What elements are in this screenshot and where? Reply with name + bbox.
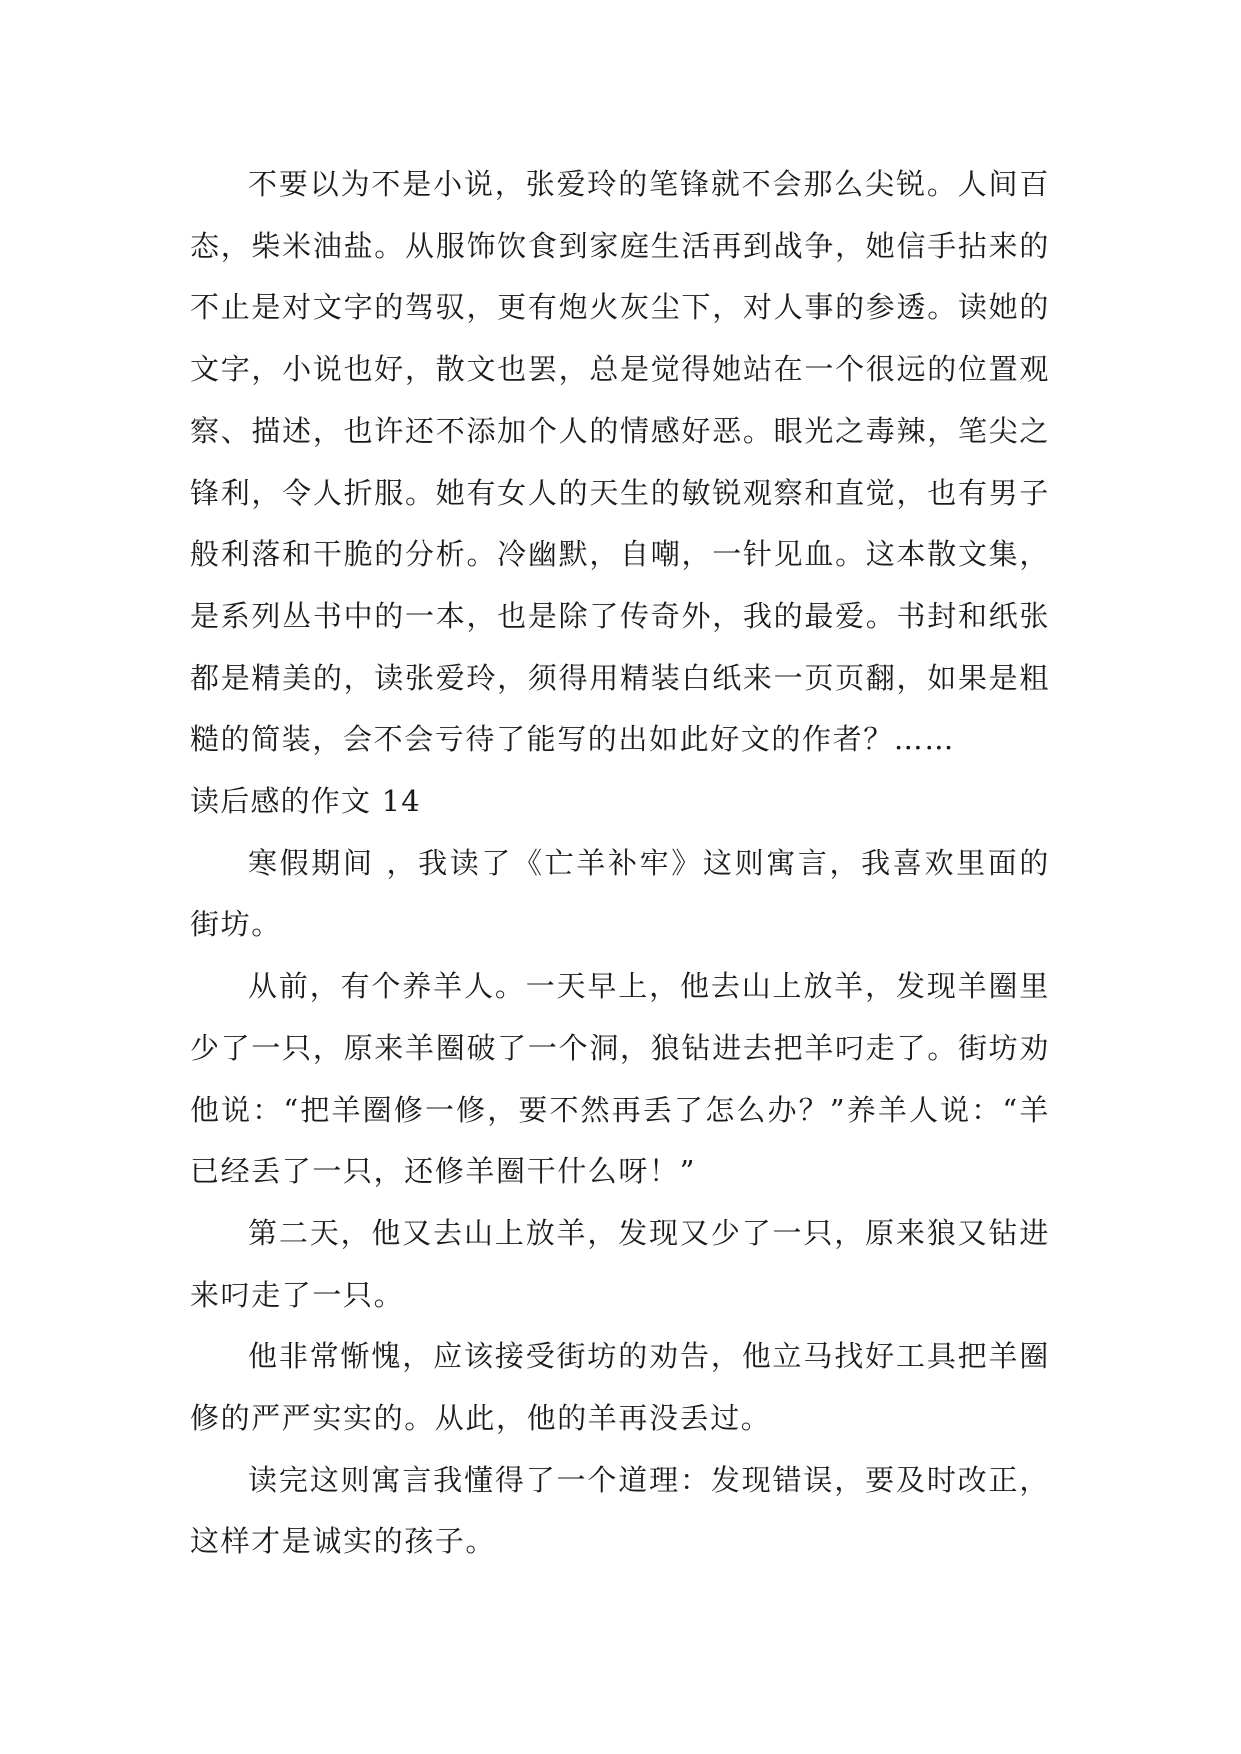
paragraph-zhang-ailing: 不要以为不是小说，张爱玲的笔锋就不会那么尖锐。人间百态，柴米油盐。从服饰饮食到家庭生活再到战争，她信手拈来的不止是对文字的驾驭，更有炮火灰尘下，对人事的参透。读她的文字，小说也好，散文也罢，总是觉得她站在一个很远的位置观察、描述，也许还不添加个人的情感好恶。眼光之毒辣，笔尖之锋利，令人折服。她有女人的天生的敏锐观察和直觉，也有男子般利落和干脆的分析。冷幽默，自嘲，一针见血。这本散文集，是系列丛书中的一本，也是除了传奇外，我的最爱。书封和纸张都是精美的，读张爱玲，须得用精装白纸来一页页翻，如果是粗糙的简装，会不会亏待了能写的出如此好文的作者？……	[190, 167, 1050, 757]
paragraph-repair: 他非常惭愧，应该接受街坊的劝告，他立马找好工具把羊圈修的严严实实的。从此，他的羊再没丢过。	[190, 1339, 1050, 1436]
paragraph-story: 从前，有个养羊人。一天早上，他去山上放羊，发现羊圈里少了一只，原来羊圈破了一个洞，狼钻进去把羊叼走了。街坊劝他说：“把羊圈修一修，要不然再丢了怎么办？”养羊人说：“羊已经丢了一只，还修羊圈干什么呀！”	[190, 969, 1050, 1189]
section-heading: 读后感的作文 14	[190, 784, 421, 819]
paragraph-intro: 寒假期间 ，我读了《亡羊补牢》这则寓言，我喜欢里面的街坊。	[190, 845, 1050, 942]
paragraph-lesson: 读完这则寓言我懂得了一个道理：发现错误，要及时改正，这样才是诚实的孩子。	[190, 1462, 1050, 1559]
document-body	[190, 154, 1050, 1573]
paragraph-second-day: 第二天，他又去山上放羊，发现又少了一只，原来狼又钻进来叼走了一只。	[190, 1215, 1050, 1312]
